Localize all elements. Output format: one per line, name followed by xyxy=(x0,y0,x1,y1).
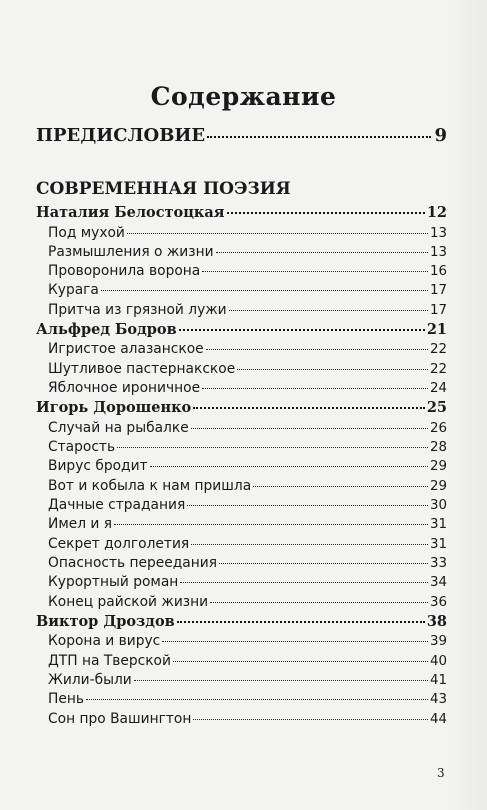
poem-page: 31 xyxy=(429,517,447,533)
page-title: Содержание xyxy=(150,82,337,111)
poem-title: Под мухой xyxy=(48,224,125,241)
toc-entry-poem[interactable] xyxy=(36,536,447,555)
poem-title: Опасность переедания xyxy=(48,554,218,571)
poem-page: 36 xyxy=(429,594,447,610)
dot-leader xyxy=(227,212,425,214)
toc-entry-author[interactable] xyxy=(36,204,447,225)
toc-entry-poem[interactable] xyxy=(36,594,447,613)
dot-leader xyxy=(191,428,428,429)
poem-title: Яблочное ироничное xyxy=(48,380,201,397)
dot-leader xyxy=(207,136,431,138)
poem-page: 22 xyxy=(429,361,447,377)
dot-leader xyxy=(134,680,428,681)
dot-leader xyxy=(117,447,428,448)
dot-leader xyxy=(216,252,428,253)
dot-leader xyxy=(193,719,428,720)
author-page: 21 xyxy=(426,320,447,338)
dot-leader xyxy=(219,563,428,564)
poem-title: Корона и вирус xyxy=(48,633,161,650)
toc-entry-poem[interactable] xyxy=(36,263,447,282)
toc-entry-preface[interactable] xyxy=(36,125,447,157)
toc-entry-poem[interactable] xyxy=(36,653,447,672)
dot-leader xyxy=(206,349,428,350)
poem-title: ДТП на Тверской xyxy=(48,652,171,669)
poem-title: Вот и кобыла к нам пришла xyxy=(48,477,252,494)
preface-page: 9 xyxy=(434,125,447,146)
poem-page: 29 xyxy=(429,459,447,475)
poem-page: 17 xyxy=(429,302,447,318)
poem-title: Старость xyxy=(48,439,116,456)
dot-leader xyxy=(173,661,428,662)
toc-entry-poem[interactable] xyxy=(36,341,447,360)
poem-page: 17 xyxy=(429,283,447,299)
author-name: Виктор Дроздов xyxy=(36,612,175,630)
poem-page: 13 xyxy=(429,225,447,241)
poem-page: 22 xyxy=(429,342,447,358)
poem-title: Размышления о жизни xyxy=(48,243,214,260)
poem-page: 41 xyxy=(429,672,447,688)
toc-entry-poem[interactable] xyxy=(36,478,447,497)
dot-leader xyxy=(253,486,428,487)
poem-page: 44 xyxy=(429,711,447,727)
poem-title: Вирус бродит xyxy=(48,458,148,475)
dot-leader xyxy=(101,290,428,291)
toc-entry-poem[interactable] xyxy=(36,574,447,593)
poem-title: Сон про Вашингтон xyxy=(48,710,192,727)
toc-entry-poem[interactable] xyxy=(36,225,447,244)
poem-page: 13 xyxy=(429,244,447,260)
toc-entry-poem[interactable] xyxy=(36,439,447,458)
toc-entry-author[interactable] xyxy=(36,399,447,420)
poem-title: Секрет долголетия xyxy=(48,535,190,552)
dot-leader xyxy=(187,505,428,506)
page-edge-shadow xyxy=(447,0,487,810)
poem-title: Курага xyxy=(48,282,99,299)
dot-leader xyxy=(210,602,428,603)
poem-page: 43 xyxy=(429,692,447,708)
dot-leader xyxy=(180,582,428,583)
toc-entry-poem[interactable] xyxy=(36,244,447,263)
dot-leader xyxy=(237,369,428,370)
poem-title: Пень xyxy=(48,691,85,708)
poem-page: 26 xyxy=(429,420,447,436)
dot-leader xyxy=(177,621,425,623)
poem-title: Шутливое пастернакское xyxy=(48,360,236,377)
author-page: 12 xyxy=(426,204,447,221)
author-name: Игорь Дорошенко xyxy=(36,399,192,417)
toc-entry-poem[interactable] xyxy=(36,691,447,710)
toc-entry-poem[interactable] xyxy=(36,361,447,380)
table-of-contents xyxy=(36,125,447,730)
dot-leader xyxy=(150,466,428,467)
author-list xyxy=(36,204,447,730)
poem-page: 28 xyxy=(429,440,447,456)
section-title: СОВРЕМЕННАЯ ПОЭЗИЯ xyxy=(36,179,291,199)
dot-leader xyxy=(202,388,428,389)
toc-entry-poem[interactable] xyxy=(36,516,447,535)
toc-entry-author[interactable] xyxy=(36,321,447,342)
poem-title: Дачные страдания xyxy=(48,497,186,514)
dot-leader xyxy=(86,699,428,700)
toc-entry-author[interactable] xyxy=(36,613,447,634)
page-number: 3 xyxy=(437,766,445,780)
toc-entry-poem[interactable] xyxy=(36,458,447,477)
dot-leader xyxy=(127,233,428,234)
author-name: Альфред Бодров xyxy=(36,320,177,338)
poem-page: 16 xyxy=(429,264,447,280)
toc-entry-poem[interactable] xyxy=(36,555,447,574)
poem-title: Притча из грязной лужи xyxy=(48,301,227,318)
poem-page: 29 xyxy=(429,478,447,494)
poem-page: 39 xyxy=(429,634,447,650)
dot-leader xyxy=(191,544,428,545)
poem-title: Игристое алазанское xyxy=(48,341,204,358)
dot-leader xyxy=(202,271,428,272)
toc-entry-poem[interactable] xyxy=(36,672,447,691)
toc-entry-poem[interactable] xyxy=(36,711,447,730)
poem-title: Имел и я xyxy=(48,516,113,533)
toc-entry-poem[interactable] xyxy=(36,420,447,439)
toc-entry-poem[interactable] xyxy=(36,497,447,516)
author-name: Наталия Белостоцкая xyxy=(36,204,225,221)
poem-title: Конец райской жизни xyxy=(48,593,209,610)
poem-page: 34 xyxy=(429,575,447,591)
toc-entry-poem[interactable] xyxy=(36,302,447,321)
poem-page: 24 xyxy=(429,381,447,397)
dot-leader xyxy=(229,310,428,311)
poem-page: 30 xyxy=(429,498,447,514)
dot-leader xyxy=(162,641,428,642)
dot-leader xyxy=(193,407,425,409)
poem-title: Случай на рыбалке xyxy=(48,419,189,436)
poem-page: 33 xyxy=(429,555,447,571)
dot-leader xyxy=(179,329,425,331)
toc-entry-poem[interactable] xyxy=(36,633,447,652)
poem-title: Проворонила ворона xyxy=(48,263,201,280)
author-page: 38 xyxy=(426,612,447,630)
poem-page: 31 xyxy=(429,536,447,552)
toc-entry-poem[interactable] xyxy=(36,380,447,399)
author-page: 25 xyxy=(426,399,447,417)
toc-entry-poem[interactable] xyxy=(36,282,447,301)
poem-title: Курортный роман xyxy=(48,574,179,591)
dot-leader xyxy=(114,524,428,525)
poem-page: 40 xyxy=(429,653,447,669)
preface-title: ПРЕДИСЛОВИЕ xyxy=(36,125,206,146)
poem-title: Жили-были xyxy=(48,671,132,688)
